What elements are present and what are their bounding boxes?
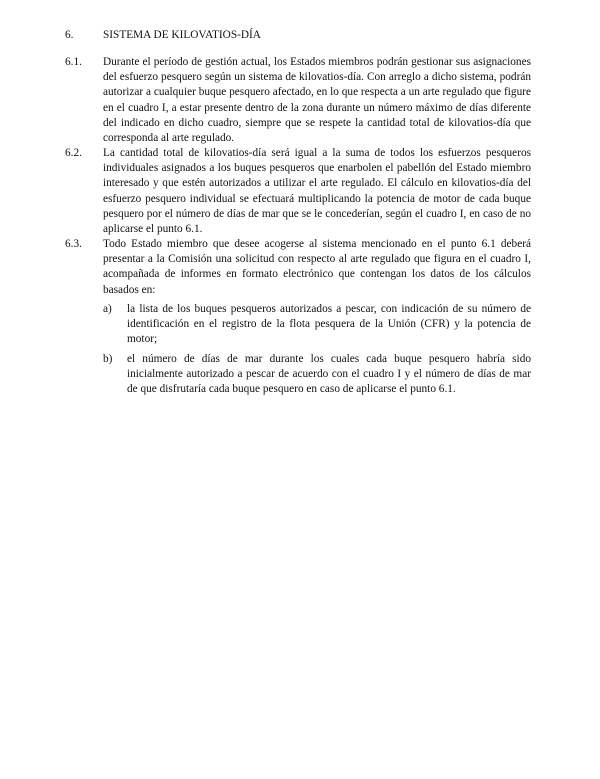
paragraph-text: Todo Estado miembro que desee acogerse al sistema mencionado en el punto 6.1 deberá presentar a la Comisión una solicitud con respecto al arte regulado que figura en el cuadro I, acompañada de informes en formato electrónico que contengan los datos de los cálculos basados en: xyxy=(103,238,531,296)
paragraph-number: 6.1. xyxy=(65,56,82,68)
paragraph-number: 6.2. xyxy=(65,147,82,159)
paragraph-number: 6.3. xyxy=(65,238,82,250)
list-item-a xyxy=(103,302,531,348)
paragraph-6-1 xyxy=(65,55,531,146)
list-item-text: el número de días de mar durante los cuales cada buque pesquero habría sido inicialmente autorizado a pescar de acuerdo con el cuadro I y el número de días de mar de que disfrutaría cada buque pesquero en caso de aplicarse el punto 6.1. xyxy=(127,353,531,396)
paragraph-text: La cantidad total de kilovatios-día será igual a la suma de todos los esfuerzos pesqueros individuales asignados a los buques pesqueros que enarbolen el pabellón del Estado miembro interesado y que estén autorizados a utilizar el arte regulado. El cálculo en kilovatios-día del esfuerzo pesquero individual se efectuará multiplicando la potencia de motor de cada buque pesquero por el número de días de mar que se le concederían, según el cuadro I, en caso de no aplicarse el punto 6.1. xyxy=(103,147,531,236)
paragraph-text: Durante el período de gestión actual, los Estados miembros podrán gestionar sus asignaciones del esfuerzo pesquero según un sistema de kilovatios-día. Con arreglo a dicho sistema, podrán autorizar a cualquier buque pesquero afectado, en lo que respecta a un arte regulado que figure en el cuadro I, a estar presente dentro de la zona durante un número máximo de días diferente del indicado en dicho cuadro, siempre que se respete la cantidad total de kilovatios-día que corresponda al arte regulado. xyxy=(103,56,531,145)
list-item-letter: a) xyxy=(103,303,112,315)
paragraph-6-2 xyxy=(65,146,531,237)
paragraph-6-3 xyxy=(65,237,531,298)
section-number: 6. xyxy=(65,29,74,41)
list-item-text: la lista de los buques pesqueros autorizados a pescar, con indicación de su número de identificación en el registro de la flota pesquera de la Unión (CFR) y la potencia de motor; xyxy=(127,303,531,346)
section-heading xyxy=(65,28,531,43)
section-title: SISTEMA DE KILOVATIOS-DÍA xyxy=(103,29,261,41)
list-item-letter: b) xyxy=(103,353,113,365)
list-item-b xyxy=(103,352,531,398)
